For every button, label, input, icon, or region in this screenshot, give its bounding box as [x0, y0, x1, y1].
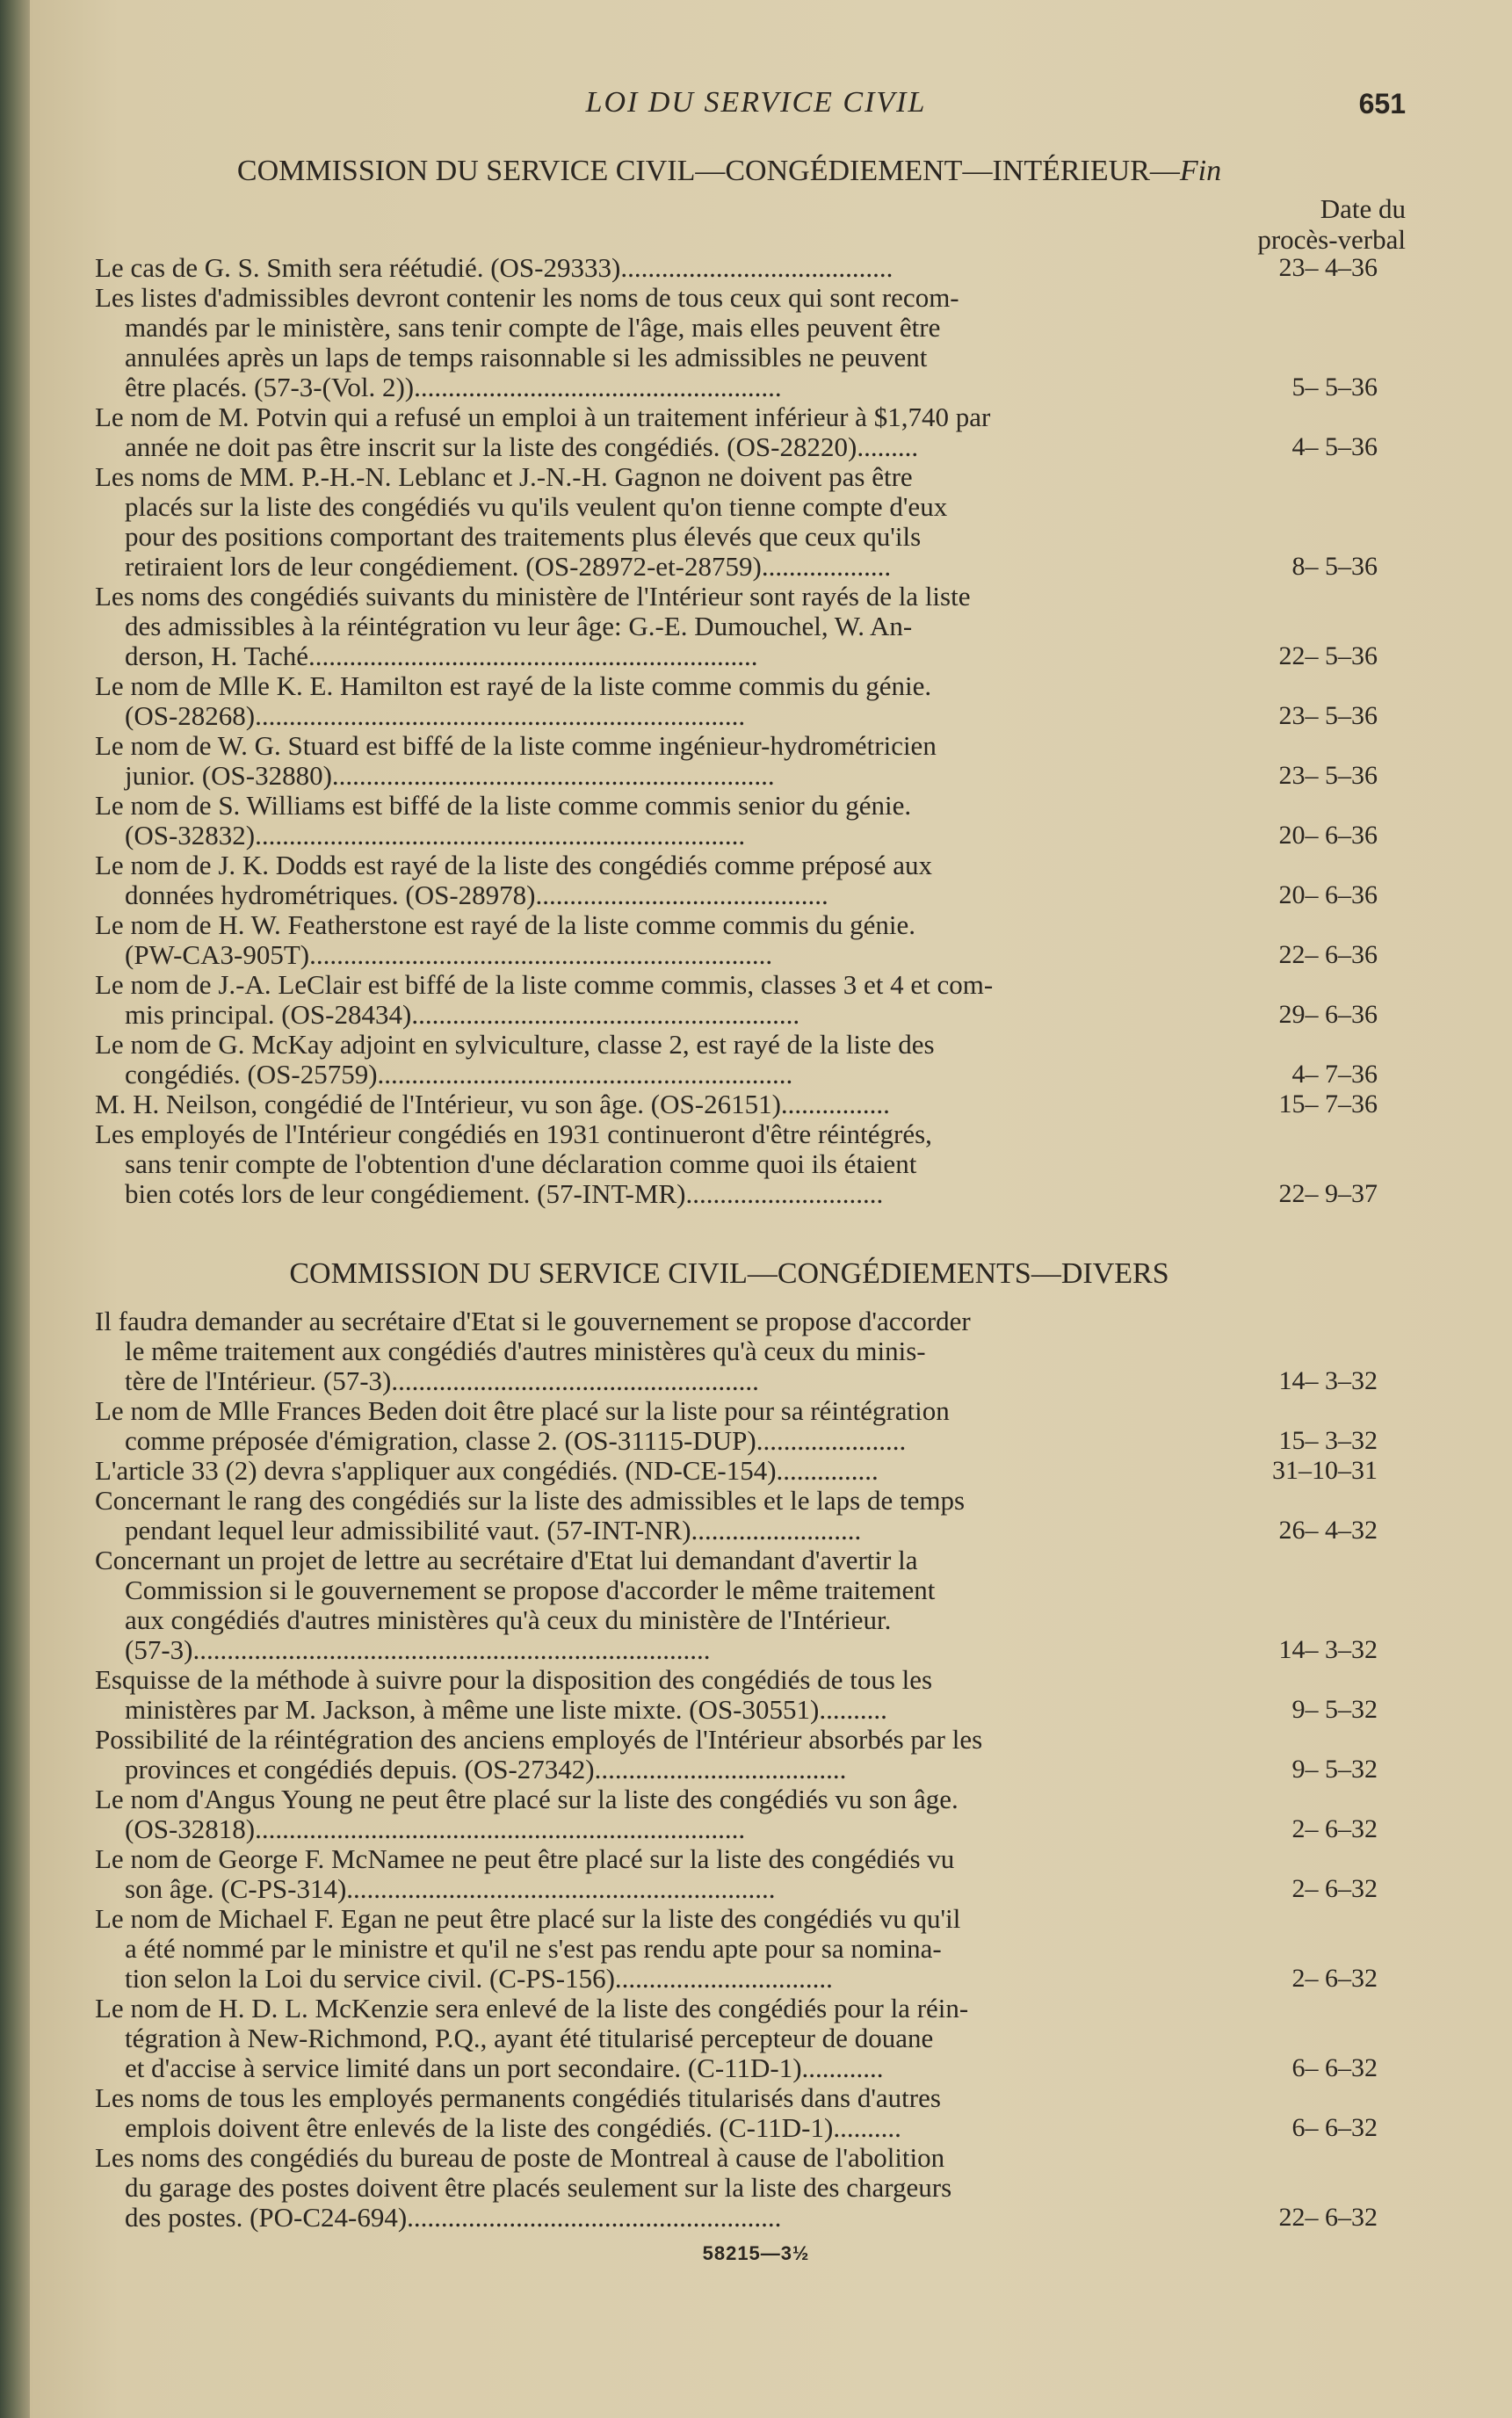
entry-text-line: Les noms de MM. P.-H.-N. Leblanc et J.-N.-H. Gagnon ne doivent pas être — [95, 462, 913, 492]
decision-entry — [95, 970, 1378, 1030]
entry-text-line: tère de l'Intérieur. (57-3)...................................................... — [125, 1366, 759, 1396]
entry-text-line: Les noms des congédiés du bureau de poste de Montreal à cause de l'abolition — [95, 2143, 945, 2173]
entry-text-line: Il faudra demander au secrétaire d'Etat si le gouvernement se propose d'accorder — [95, 1307, 971, 1336]
entry-date: 22– 6–36 — [1278, 940, 1378, 969]
entry-text-line: Esquisse de la méthode à suivre pour la disposition des congédiés de tous les — [95, 1665, 933, 1695]
entry-date: 22– 9–37 — [1278, 1179, 1378, 1208]
entry-text-line: congédiés. (OS-25759)............................................................. — [125, 1060, 793, 1090]
entry-text-line: tion selon la Loi du service civil. (C-PS-156)................................ — [125, 1964, 833, 1994]
entry-text-line: (PW-CA3-905T).................................................................... — [125, 940, 773, 970]
entry-text-line: pour des positions comportant des traitements plus élevés que ceux qu'ils — [125, 522, 922, 552]
entry-date: 23– 5–36 — [1278, 701, 1378, 730]
entry-text-line: Possibilité de la réintégration des anciens employés de l'Intérieur absorbés par les — [95, 1725, 983, 1755]
entry-text-line: Le cas de G. S. Smith sera réétudié. (OS-29333)........................................ — [95, 253, 893, 283]
decision-entry — [95, 582, 1378, 671]
decision-entry — [95, 1119, 1378, 1209]
printer-signature: 58215—3½ — [702, 2242, 810, 2264]
decision-entry — [95, 1904, 1378, 1994]
entry-date: 22– 6–32 — [1278, 2203, 1378, 2232]
decision-entry — [95, 1665, 1378, 1725]
entry-text-line: tégration à New-Richmond, P.Q., ayant été titularisé percepteur de douane — [125, 2023, 934, 2053]
decision-entry — [95, 1844, 1378, 1904]
entry-text-line: du garage des postes doivent être placés seulement sur la liste des chargeurs — [125, 2173, 952, 2203]
entry-text-line: M. H. Neilson, congédié de l'Intérieur, vu son âge. (OS-26151)................ — [95, 1090, 890, 1119]
decision-entry — [95, 1486, 1378, 1546]
entry-text-line: Les employés de l'Intérieur congédiés en 1931 continueront d'être réintégrés, — [95, 1119, 932, 1149]
entry-date: 20– 6–36 — [1278, 821, 1378, 850]
entry-text-line: retiraient lors de leur congédiement. (OS-28972-et-28759)................... — [125, 552, 892, 582]
entry-text-line: Le nom de H. D. L. McKenzie sera enlevé de la liste des congédiés pour la réin- — [95, 1994, 969, 2023]
entry-text-line: Le nom d'Angus Young ne peut être placé sur la liste des congédiés vu son âge. — [95, 1785, 959, 1814]
entry-date: 29– 6–36 — [1278, 1000, 1378, 1029]
entry-text-line: provinces et congédiés depuis. (OS-27342)..................................... — [125, 1755, 847, 1785]
entry-text-line: sans tenir compte de l'obtention d'une déclaration comme quoi ils étaient — [125, 1149, 917, 1179]
entry-text-line: aux congédiés d'autres ministères qu'à ceux du ministère de l'Intérieur. — [125, 1605, 892, 1635]
entry-date: 14– 3–32 — [1278, 1366, 1378, 1395]
decision-entry — [95, 731, 1378, 791]
entry-text-line: Le nom de Michael F. Egan ne peut être placé sur la liste des congédiés vu qu'il — [95, 1904, 961, 1934]
entry-date: 6– 6–32 — [1291, 2053, 1378, 2082]
entry-date: 6– 6–32 — [1291, 2113, 1378, 2142]
entry-text-line: junior. (OS-32880)................................................................. — [125, 761, 775, 791]
decision-entry — [95, 462, 1378, 582]
entry-text-line: année ne doit pas être inscrit sur la liste des congédiés. (OS-28220)......... — [125, 432, 919, 462]
decision-entry — [95, 1725, 1378, 1785]
entries-interieur — [95, 253, 1378, 1209]
entry-text-line: son âge. (C-PS-314)............................................................... — [125, 1874, 776, 1904]
entry-text-line: (OS-32832)........................................................................ — [125, 821, 746, 851]
entry-text-line: annulées après un laps de temps raisonnable si les admissibles ne peuvent — [125, 343, 928, 373]
column-heading-line1: Date du — [1320, 193, 1406, 224]
entry-date: 2– 6–32 — [1291, 1814, 1378, 1843]
decision-entry — [95, 910, 1378, 970]
entry-text-line: données hydrométriques. (OS-28978)........................................... — [125, 880, 828, 910]
entry-date: 31–10–31 — [1272, 1456, 1378, 1485]
entry-text-line: le même traitement aux congédiés d'autres ministères qu'à ceux du minis- — [125, 1336, 926, 1366]
entry-text-line: mandés par le ministère, sans tenir compte de l'âge, mais elles peuvent être — [125, 313, 941, 343]
entries-divers — [95, 1307, 1378, 2233]
entry-text-line: Concernant un projet de lettre au secrétaire d'Etat lui demandant d'avertir la — [95, 1546, 918, 1575]
column-heading-line2: procès-verbal — [1257, 224, 1406, 255]
entry-text-line: (OS-28268)........................................................................ — [125, 701, 746, 731]
page-number: 651 — [1358, 88, 1406, 119]
entry-text-line: Les noms de tous les employés permanents congédiés titularisés dans d'autres — [95, 2083, 941, 2113]
decision-entry — [95, 1456, 1378, 1486]
entry-text-line: emplois doivent être enlevés de la liste des congédiés. (C-11D-1).......... — [125, 2113, 901, 2143]
entry-text-line: derson, H. Taché.................................................................. — [125, 641, 758, 671]
decision-entry — [95, 283, 1378, 402]
entry-text-line: Le nom de Mlle Frances Beden doit être placé sur la liste pour sa réintégration — [95, 1396, 950, 1426]
entry-date: 5– 5–36 — [1291, 373, 1378, 402]
entry-date: 8– 5–36 — [1291, 552, 1378, 581]
decision-entry — [95, 1030, 1378, 1090]
decision-entry — [95, 791, 1378, 851]
entry-text-line: Concernant le rang des congédiés sur la liste des admissibles et le laps de temps — [95, 1486, 966, 1516]
entry-date: 2– 6–32 — [1291, 1964, 1378, 1993]
decision-entry — [95, 1307, 1378, 1396]
section-title-text: COMMISSION DU SERVICE CIVIL—CONGÉDIEMENT—INTÉRIEUR— — [236, 155, 1180, 187]
entry-text-line: des admissibles à la réintégration vu leur âge: G.-E. Dumouchel, W. An- — [125, 612, 913, 641]
entry-text-line: Le nom de Mlle K. E. Hamilton est rayé de la liste comme commis du génie. — [95, 671, 932, 701]
entry-date: 9– 5–32 — [1291, 1695, 1378, 1724]
entry-date: 20– 6–36 — [1278, 880, 1378, 909]
section-title-divers: COMMISSION DU SERVICE CIVIL—CONGÉDIEMENTS—DIVERS — [289, 1257, 1169, 1290]
entry-text-line: comme préposée d'émigration, classe 2. (OS-31115-DUP)...................... — [125, 1426, 907, 1456]
entry-text-line: placés sur la liste des congédiés vu qu'ils veulent qu'on tienne compte d'eux — [125, 492, 948, 522]
entry-text-line: Le nom de J. K. Dodds est rayé de la liste des congédiés comme préposé aux — [95, 851, 932, 880]
entry-text-line: mis principal. (OS-28434)......................................................... — [125, 1000, 800, 1030]
entry-text-line: Le nom de S. Williams est biffé de la liste comme commis senior du génie. — [95, 791, 912, 821]
entry-text-line: être placés. (57-3-(Vol. 2))...................................................... — [125, 373, 782, 402]
entry-date: 4– 5–36 — [1291, 432, 1378, 461]
entry-date: 26– 4–32 — [1278, 1516, 1378, 1545]
entry-text-line: Le nom de H. W. Featherstone est rayé de la liste comme commis du génie. — [95, 910, 916, 940]
binding-spine — [0, 0, 30, 2418]
decision-entry — [95, 2143, 1378, 2233]
entry-text-line: L'article 33 (2) devra s'appliquer aux congédiés. (ND-CE-154)............... — [95, 1456, 879, 1486]
entry-date: 22– 5–36 — [1278, 641, 1378, 670]
decision-entry — [95, 671, 1378, 731]
section-title-suffix: Fin — [1179, 155, 1222, 187]
entry-text-line: ministères par M. Jackson, à même une liste mixte. (OS-30551).......... — [125, 1695, 887, 1725]
entry-date: 23– 5–36 — [1278, 761, 1378, 790]
entry-text-line: des postes. (PO-C24-694)....................................................... — [125, 2203, 782, 2233]
decision-entry — [95, 1994, 1378, 2083]
decision-entry — [95, 1546, 1378, 1665]
entry-date: 14– 3–32 — [1278, 1635, 1378, 1664]
section-title-interieur — [53, 154, 1406, 189]
entry-text-line: (57-3)............................................................................ — [125, 1635, 711, 1665]
decision-entry — [95, 1785, 1378, 1844]
entry-text-line: Commission si le gouvernement se propose d'accorder le même traitement — [125, 1575, 936, 1605]
entry-text-line: pendant lequel leur admissibilité vaut. (57-INT-NR)......................... — [125, 1516, 862, 1546]
entry-text-line: bien cotés lors de leur congédiement. (57-INT-MR)............................. — [125, 1179, 884, 1209]
entry-text-line: a été nommé par le ministre et qu'il ne s'est pas rendu apte pour sa nomina- — [125, 1934, 942, 1964]
decision-entry — [95, 1396, 1378, 1456]
entry-date: 15– 3–32 — [1278, 1426, 1378, 1455]
running-head: LOI DU SERVICE CIVIL — [585, 86, 927, 119]
entry-text-line: Les listes d'admissibles devront contenir les noms de tous ceux qui sont recom- — [95, 283, 959, 313]
decision-entry — [95, 253, 1378, 283]
decision-entry — [95, 851, 1378, 910]
entry-text-line: Le nom de George F. McNamee ne peut être placé sur la liste des congédiés vu — [95, 1844, 955, 1874]
entry-text-line: Le nom de M. Potvin qui a refusé un emploi à un traitement inférieur à $1,740 par — [95, 402, 991, 432]
entry-text-line: Le nom de W. G. Stuard est biffé de la liste comme ingénieur-hydrométricien — [95, 731, 937, 761]
entry-text-line: (OS-32818)........................................................................ — [125, 1814, 746, 1844]
entry-date: 23– 4–36 — [1278, 253, 1378, 282]
decision-entry — [95, 1090, 1378, 1119]
decision-entry — [95, 2083, 1378, 2143]
entry-text-line: Le nom de G. McKay adjoint en sylviculture, classe 2, est rayé de la liste des — [95, 1030, 935, 1060]
entry-date: 15– 7–36 — [1278, 1090, 1378, 1119]
entry-text-line: Le nom de J.-A. LeClair est biffé de la liste comme commis, classes 3 et 4 et com- — [95, 970, 994, 1000]
entry-text-line: et d'accise à service limité dans un port secondaire. (C-11D-1)............ — [125, 2053, 884, 2083]
entry-date: 2– 6–32 — [1291, 1874, 1378, 1903]
entry-date: 9– 5–32 — [1291, 1755, 1378, 1784]
decision-entry — [95, 402, 1378, 462]
entry-text-line: Les noms des congédiés suivants du ministère de l'Intérieur sont rayés de la liste — [95, 582, 971, 612]
entry-date: 4– 7–36 — [1291, 1060, 1378, 1089]
